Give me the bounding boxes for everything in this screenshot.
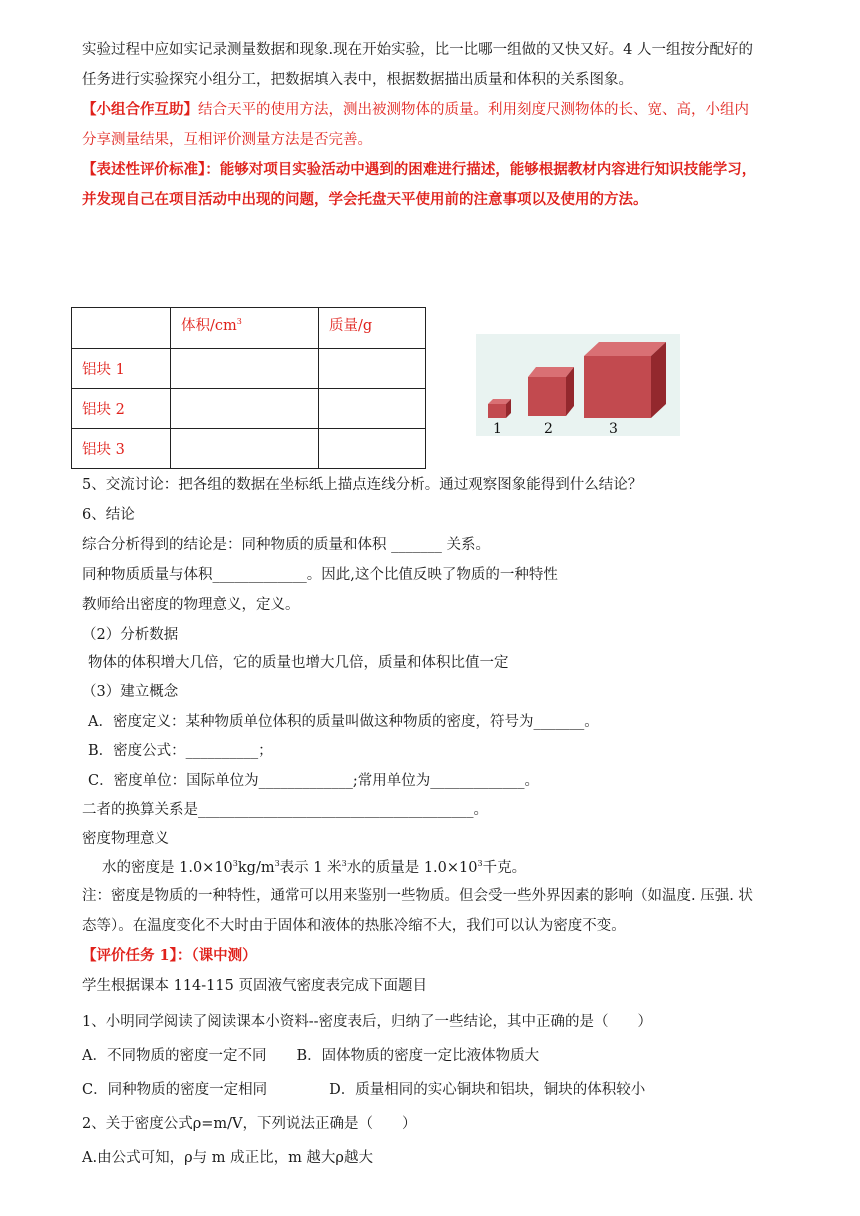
water-density bbox=[102, 858, 526, 878]
conclusion-2 bbox=[82, 565, 558, 585]
conversion bbox=[82, 800, 488, 820]
concept-a bbox=[88, 712, 599, 732]
concept-b-blank: __________ bbox=[185, 743, 259, 759]
note-line-2: 态等）。在温度变化不大时由于固体和液体的热胀冷缩不大，我们可以认为密度不变。 bbox=[82, 918, 626, 934]
water-density-1: 水的密度是 1.0×10 bbox=[102, 860, 233, 876]
q1-option-c: C．同种物质的密度一定相同 bbox=[82, 1082, 268, 1098]
q2-stem: 2、关于密度公式ρ=m/V，下列说法正确是（ ） bbox=[82, 1116, 417, 1132]
table-row bbox=[72, 349, 426, 389]
meaning-title: 密度物理意义 bbox=[82, 831, 169, 847]
conversion-blank: ______________________________________ bbox=[198, 802, 474, 818]
criteria-text-1: ：能够对项目实验活动中遇到的困难进行描述，能够根据教材内容进行知识技能学习， bbox=[205, 161, 757, 178]
note-line-1: 注：密度是物质的一种特性，通常可以用来鉴别一些物质。但会受一些外界因素的影响（如温度. 压强. 状 bbox=[82, 888, 753, 904]
cube-1 bbox=[488, 399, 511, 418]
coop-text-1: 结合天平的使用方法，测出被测物体的质量。利用刻度尺测物体的长、宽、高，小组内 bbox=[198, 102, 749, 118]
table-corner-cell bbox=[72, 308, 171, 349]
water-density-sup-4: 3 bbox=[477, 859, 483, 868]
section-5: 5、交流讨论：把各组的数据在坐标纸上描点连线分析。通过观察图象能得到什么结论？ bbox=[82, 477, 643, 493]
table-row bbox=[72, 389, 426, 429]
water-density-sup-3: 3 bbox=[341, 859, 347, 868]
q1-option-b: B．固体物质的密度一定比液体物质大 bbox=[296, 1048, 540, 1064]
q1-stem: 1、小明同学阅读了阅读课本小资料--密度表后，归纳了一些结论，其中正确的是（ ） bbox=[82, 1014, 653, 1030]
mass-cell-2 bbox=[319, 389, 426, 429]
concept-a-text: A．密度定义：某种物质单位体积的质量叫做这种物质的密度，符号为 bbox=[88, 714, 534, 730]
q1-option-a: A．不同物质的密度一定不同 bbox=[82, 1048, 267, 1064]
q1-options-row-2 bbox=[82, 1080, 645, 1100]
q1-options-row-1 bbox=[82, 1046, 539, 1066]
cube-label-1: 1 bbox=[493, 421, 502, 436]
concept-c-mid: ;常用单位为 bbox=[352, 773, 431, 789]
coop-line-2: 分享测量结果，互相评价测量方法是否完善。 bbox=[82, 132, 372, 148]
concept-title: （3）建立概念 bbox=[82, 684, 179, 700]
volume-header bbox=[171, 308, 319, 349]
volume-cell-2 bbox=[171, 389, 319, 429]
mass-cell-3 bbox=[319, 429, 426, 469]
water-density-sup-2: 3 bbox=[274, 859, 280, 868]
water-density-3: 表示 1 米 bbox=[279, 860, 342, 876]
mass-header: 质量/g bbox=[319, 308, 426, 349]
water-density-sup-1: 3 bbox=[232, 859, 238, 868]
volume-cell-3 bbox=[171, 429, 319, 469]
cubes-figure bbox=[476, 334, 680, 436]
criteria-line-2: 并发现自己在项目活动中出现的问题，学会托盘天平使用前的注意事项以及使用的方法。 bbox=[82, 191, 648, 208]
volume-header-sup: 3 bbox=[236, 317, 242, 326]
eval-instruction: 学生根据课本 114-115 页固液气密度表完成下面题目 bbox=[82, 978, 427, 994]
volume-cell-1 bbox=[171, 349, 319, 389]
analysis-text: 物体的体积增大几倍，它的质量也增大几倍，质量和体积比值一定 bbox=[88, 655, 509, 671]
concept-a-blank: _______ bbox=[533, 714, 585, 730]
measurement-table bbox=[71, 307, 426, 469]
concept-c-end: 。 bbox=[524, 773, 539, 789]
concept-c bbox=[88, 771, 539, 791]
conclusion-3: 教师给出密度的物理意义，定义。 bbox=[82, 597, 300, 613]
criteria-line-1 bbox=[82, 160, 756, 180]
water-density-5: 千克。 bbox=[482, 860, 527, 876]
concept-b bbox=[88, 741, 273, 761]
conclusion-1-blank: _______ bbox=[391, 537, 442, 553]
concept-a-end: 。 bbox=[584, 714, 599, 730]
intro-line-2: 任务进行实验探究小组分工，把数据填入表中，根据数据描出质量和体积的关系图象。 bbox=[82, 72, 633, 88]
analysis-title: （2）分析数据 bbox=[82, 627, 179, 643]
cube-3 bbox=[584, 342, 666, 418]
row-label-3: 铝块 3 bbox=[72, 429, 171, 469]
conclusion-1-end: 关系。 bbox=[446, 537, 490, 553]
conversion-text: 二者的换算关系是 bbox=[82, 802, 198, 818]
criteria-tag: 【表述性评价标准】 bbox=[82, 161, 206, 178]
cube-2 bbox=[528, 367, 574, 416]
volume-header-text: 体积/cm bbox=[181, 318, 237, 334]
table-header-row bbox=[72, 308, 426, 349]
section-6-title: 6、结论 bbox=[82, 507, 135, 523]
water-density-2: kg/m bbox=[237, 860, 275, 876]
eval-tag: 【评价任务 1】 bbox=[82, 947, 177, 964]
conclusion-1-text: 综合分析得到的结论是：同种物质的质量和体积 bbox=[82, 537, 387, 553]
mass-cell-1 bbox=[319, 349, 426, 389]
eval-rest: ：（课中测） bbox=[176, 947, 257, 964]
concept-c-blank-1: _____________ bbox=[258, 773, 353, 789]
coop-line-1 bbox=[82, 100, 749, 120]
conclusion-2-blank: _____________ bbox=[212, 567, 307, 583]
q1-option-d: D．质量相同的实心铜块和铝块，铜块的体积较小 bbox=[329, 1082, 646, 1098]
cube-label-2: 2 bbox=[544, 421, 553, 436]
cube-label-3: 3 bbox=[609, 421, 618, 436]
intro-line-1: 实验过程中应如实记录测量数据和现象.现在开始实验，比一比哪一组做的又快又好。4 人一组按分配好的 bbox=[82, 42, 753, 58]
concept-c-blank-2: _____________ bbox=[430, 773, 525, 789]
concept-b-text: B．密度公式： bbox=[88, 743, 186, 759]
conversion-end: 。 bbox=[473, 802, 488, 818]
row-label-2: 铝块 2 bbox=[72, 389, 171, 429]
eval-heading bbox=[82, 946, 257, 966]
conclusion-2-text: 同种物质质量与体积 bbox=[82, 567, 213, 583]
water-density-4: 水的质量是 1.0×10 bbox=[346, 860, 478, 876]
conclusion-2-end: 。因此,这个比值反映了物质的一种特性 bbox=[306, 567, 558, 583]
table-row bbox=[72, 429, 426, 469]
q2-option-a: A.由公式可知，ρ与 m 成正比，m 越大ρ越大 bbox=[82, 1150, 373, 1166]
row-label-1: 铝块 1 bbox=[72, 349, 171, 389]
concept-b-end: ； bbox=[258, 743, 273, 759]
coop-tag: 【小组合作互助】 bbox=[82, 101, 198, 118]
concept-c-text: C．密度单位：国际单位为 bbox=[88, 773, 259, 789]
conclusion-1 bbox=[82, 535, 490, 555]
